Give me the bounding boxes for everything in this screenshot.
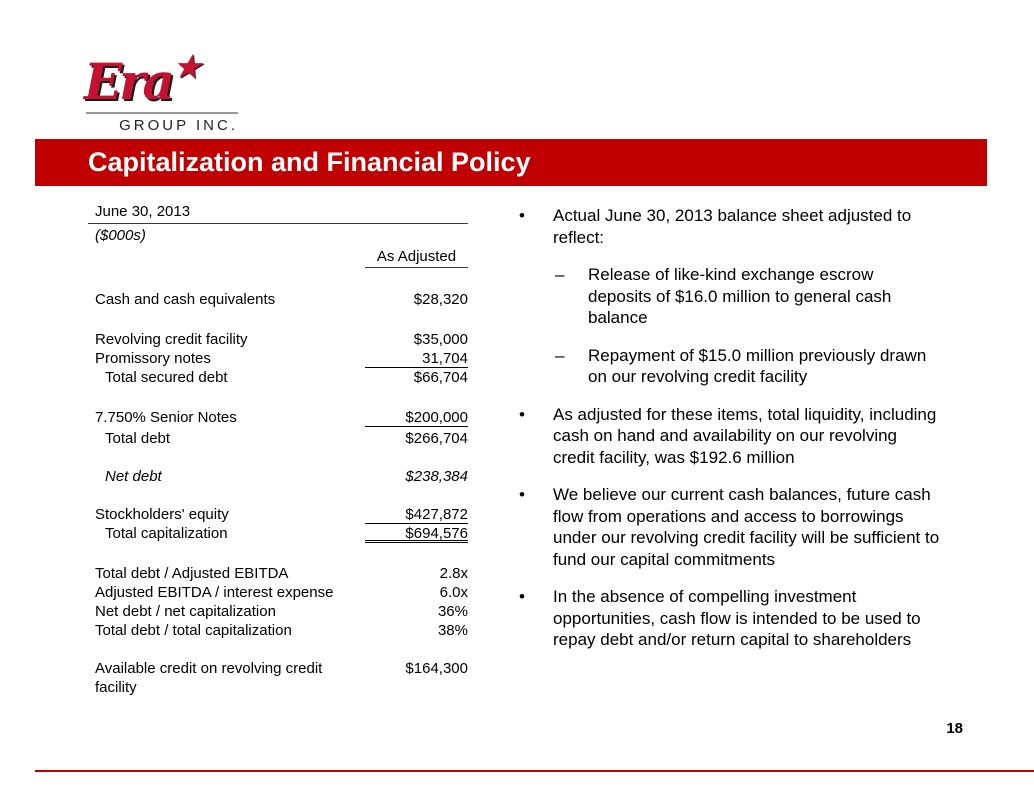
row-value: $694,576 [365,524,468,543]
bullet-icon: • [519,206,525,225]
table-row-net-debt [88,467,468,486]
row-label: Adjusted EBITDA / interest expense [95,584,334,601]
logo-divider [86,112,238,114]
row-value: 6.0x [439,584,468,601]
table-row-total-capitalization [88,524,468,543]
row-value: 36% [437,603,468,620]
bullet-item [519,205,940,248]
sub-bullet-text: Release of like-kind exchange escrow deposits of $16.0 million to general cash balance [588,265,892,327]
row-label: Net debt [105,468,162,485]
row-value: $238,384 [405,468,468,485]
bullet-icon: • [519,485,525,504]
logo-wordmark [60,40,240,110]
sub-bullet-text: Repayment of $15.0 million previously drawn on our revolving credit facility [588,345,927,386]
bullet-text: Actual June 30, 2013 balance sheet adjusted to reflect: [553,206,912,247]
row-label: Promissory notes [95,350,211,367]
company-logo [60,40,240,134]
bullet-text: In the absence of compelling investment opportunities, cash flow is intended to be used to repay debt and/or return capital to shareholders [553,587,921,649]
table-row-totaldebt-to-totalcap [88,621,468,640]
row-label: Cash and cash equivalents [95,291,276,308]
footer-accent-line [35,770,1034,772]
table-units-label: ($000s) [95,227,146,244]
table-row-debt-to-ebitda [88,564,468,583]
bullet-item [519,404,940,469]
bullet-item [519,586,940,651]
row-label: Available credit on revolving credit facility [95,660,323,696]
row-value: $66,704 [413,369,468,386]
row-value: $200,000 [365,408,468,427]
sub-bullet-item [555,345,940,388]
row-label: Total debt [105,430,171,447]
row-label: Total debt / total capitalization [95,622,292,639]
table-column-header-row [88,248,468,268]
bullet-icon: • [519,404,525,424]
dash-icon: – [555,265,565,284]
row-value: 2.8x [439,565,468,582]
dash-icon: – [555,345,565,365]
spacer [88,387,468,408]
spacer [88,543,468,564]
spacer [88,640,468,659]
table-row-total-secured-debt [88,368,468,387]
table-row-promissory-notes [88,349,468,368]
capitalization-table [88,203,468,696]
row-value: $164,300 [405,660,468,677]
bullet-text: We believe our current cash balances, future cash flow from operations and access to borrowings under our revolving credit facility will be sufficient to fund our capital commitments [553,485,940,569]
page-number: 18 [946,720,963,737]
row-value: 31,704 [365,349,468,368]
row-label: Total capitalization [105,525,228,542]
table-row-available-credit [88,659,468,696]
table-row-netdebt-to-netcap [88,602,468,621]
row-value: $427,872 [365,505,468,524]
bullet-item [519,484,940,570]
row-label: Revolving credit facility [95,331,248,348]
table-row-cash [88,290,468,309]
row-value: 38% [437,622,468,639]
logo-subtitle: GROUP INC. [119,117,238,134]
sub-bullet-item [555,264,940,329]
spacer [88,486,468,505]
row-value: $28,320 [413,291,468,308]
row-value: $35,000 [413,331,468,348]
commentary-bullet-list [519,205,940,667]
row-label: Stockholders' equity [95,506,229,523]
star-icon: ★ [173,50,201,85]
row-label: Total debt / Adjusted EBITDA [95,565,289,582]
row-label: Net debt / net capitalization [95,603,276,620]
spacer [88,309,468,330]
table-row-total-debt [88,429,468,448]
row-value: $266,704 [405,430,468,447]
bullet-icon: • [519,587,525,606]
column-header-as-adjusted: As Adjusted [365,248,468,268]
logo-brand-text: Era [84,52,172,111]
table-date-header: June 30, 2013 [88,203,468,224]
bullet-text: As adjusted for these items, total liquidity, including cash on hand and availability on our revolving credit facility, was $192.6 million [553,404,937,467]
row-label: Total secured debt [105,369,228,386]
spacer [88,268,468,290]
spacer [88,448,468,467]
table-row-senior-notes [88,408,468,427]
table-row-ebitda-to-interest [88,583,468,602]
table-row-revolver [88,330,468,349]
table-row-stockholders-equity [88,505,468,524]
slide-title-banner [35,139,987,186]
slide-title: Capitalization and Financial Policy [88,147,531,177]
row-label: 7.750% Senior Notes [95,409,237,426]
